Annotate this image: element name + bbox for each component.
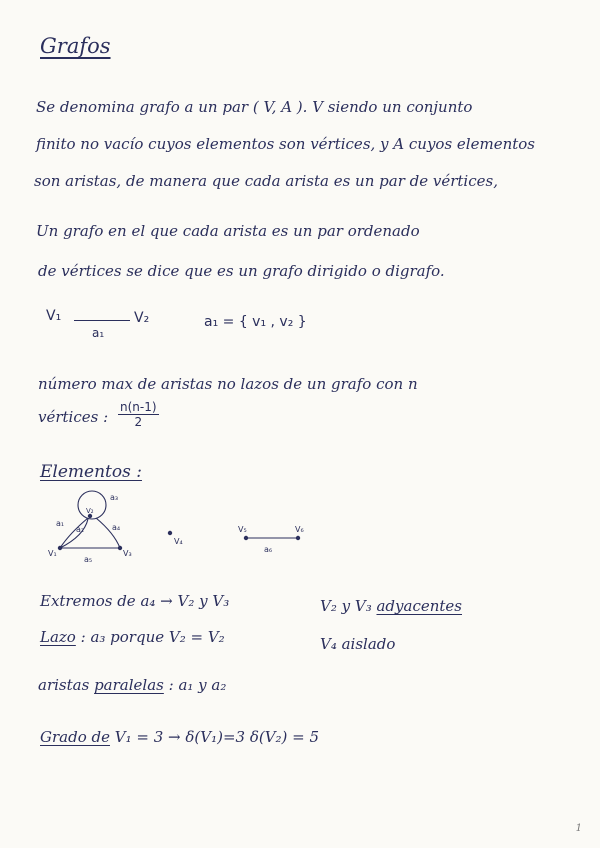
vertex-v6: [296, 536, 300, 540]
label-a2: a₂: [76, 525, 85, 534]
definition-line-3: son aristas, de manera que cada arista es un par de vértices,: [34, 172, 498, 190]
extremos-line: Extremos de a₄ → V₂ y V₃: [40, 592, 230, 610]
paralelas-line: [38, 676, 226, 694]
grado-word: Grado de: [40, 728, 110, 746]
page-title: Grafos: [40, 34, 111, 58]
label-a3: a₃: [110, 493, 119, 502]
page-mark: 1: [575, 823, 582, 834]
adyacentes-prefix: V₂ y V₃: [320, 597, 372, 615]
label-v1: V₁: [48, 549, 57, 558]
label-a5: a₅: [84, 555, 93, 563]
edge-example-v2: V₂: [134, 310, 150, 326]
max-edges-fraction: [118, 400, 159, 429]
paralelas-prefix: aristas: [38, 676, 90, 694]
fraction-denominator: 2: [134, 415, 143, 429]
label-v3: V₃: [123, 549, 132, 558]
definition-line-2: finito no vacío cuyos elementos son vértices, y A cuyos elementos: [36, 135, 535, 153]
paralelas-rest: : a₁ y a₂: [168, 676, 227, 694]
digraph-line-1: Un grafo en el que cada arista es un par ordenado: [36, 222, 420, 240]
lazo-word: Lazo: [40, 628, 76, 646]
max-edges-line-2-label: vértices :: [38, 408, 109, 426]
grado-line: [40, 728, 319, 746]
paralelas-word: paralelas: [94, 676, 164, 694]
vertex-v4: [168, 531, 172, 535]
aislado-note: V₄ aislado: [320, 635, 396, 653]
edge-example-line: [74, 320, 130, 321]
lazo-rest: : a₃ porque V₂ = V₂: [80, 628, 225, 646]
elements-heading: Elementos :: [40, 462, 142, 482]
edge-example-v1: V₁: [46, 308, 62, 324]
label-v6: V₆: [295, 525, 304, 534]
edge-example-formula: a₁ = { v₁ , v₂ }: [204, 314, 307, 330]
lazo-line: [40, 628, 225, 646]
vertex-v5: [244, 536, 248, 540]
vertex-v1: [58, 546, 62, 550]
label-a6: a₆: [264, 545, 273, 554]
label-v2: V₂: [86, 507, 94, 515]
label-a4: a₄: [112, 523, 121, 532]
label-v4: V₄: [174, 537, 183, 546]
fraction-numerator: n(n-1): [120, 400, 157, 414]
elements-graph-figure: [40, 488, 340, 563]
adyacentes-note: [320, 597, 462, 615]
adyacentes-word: adyacentes: [376, 597, 462, 615]
label-a1: a₁: [56, 519, 65, 528]
definition-line-1: Se denomina grafo a un par ( V, A ). V siendo un conjunto: [36, 98, 473, 116]
vertex-v3: [118, 546, 122, 550]
max-edges-line-1: número max de aristas no lazos de un grafo con n: [38, 375, 418, 393]
grado-rest: V₁ = 3 → δ(V₁)=3 δ(V₂) = 5: [114, 728, 320, 746]
label-v5: V₅: [238, 525, 247, 534]
edge-example-label: a₁: [92, 326, 105, 340]
digraph-line-2: de vértices se dice que es un grafo dirigido o digrafo.: [38, 262, 445, 280]
